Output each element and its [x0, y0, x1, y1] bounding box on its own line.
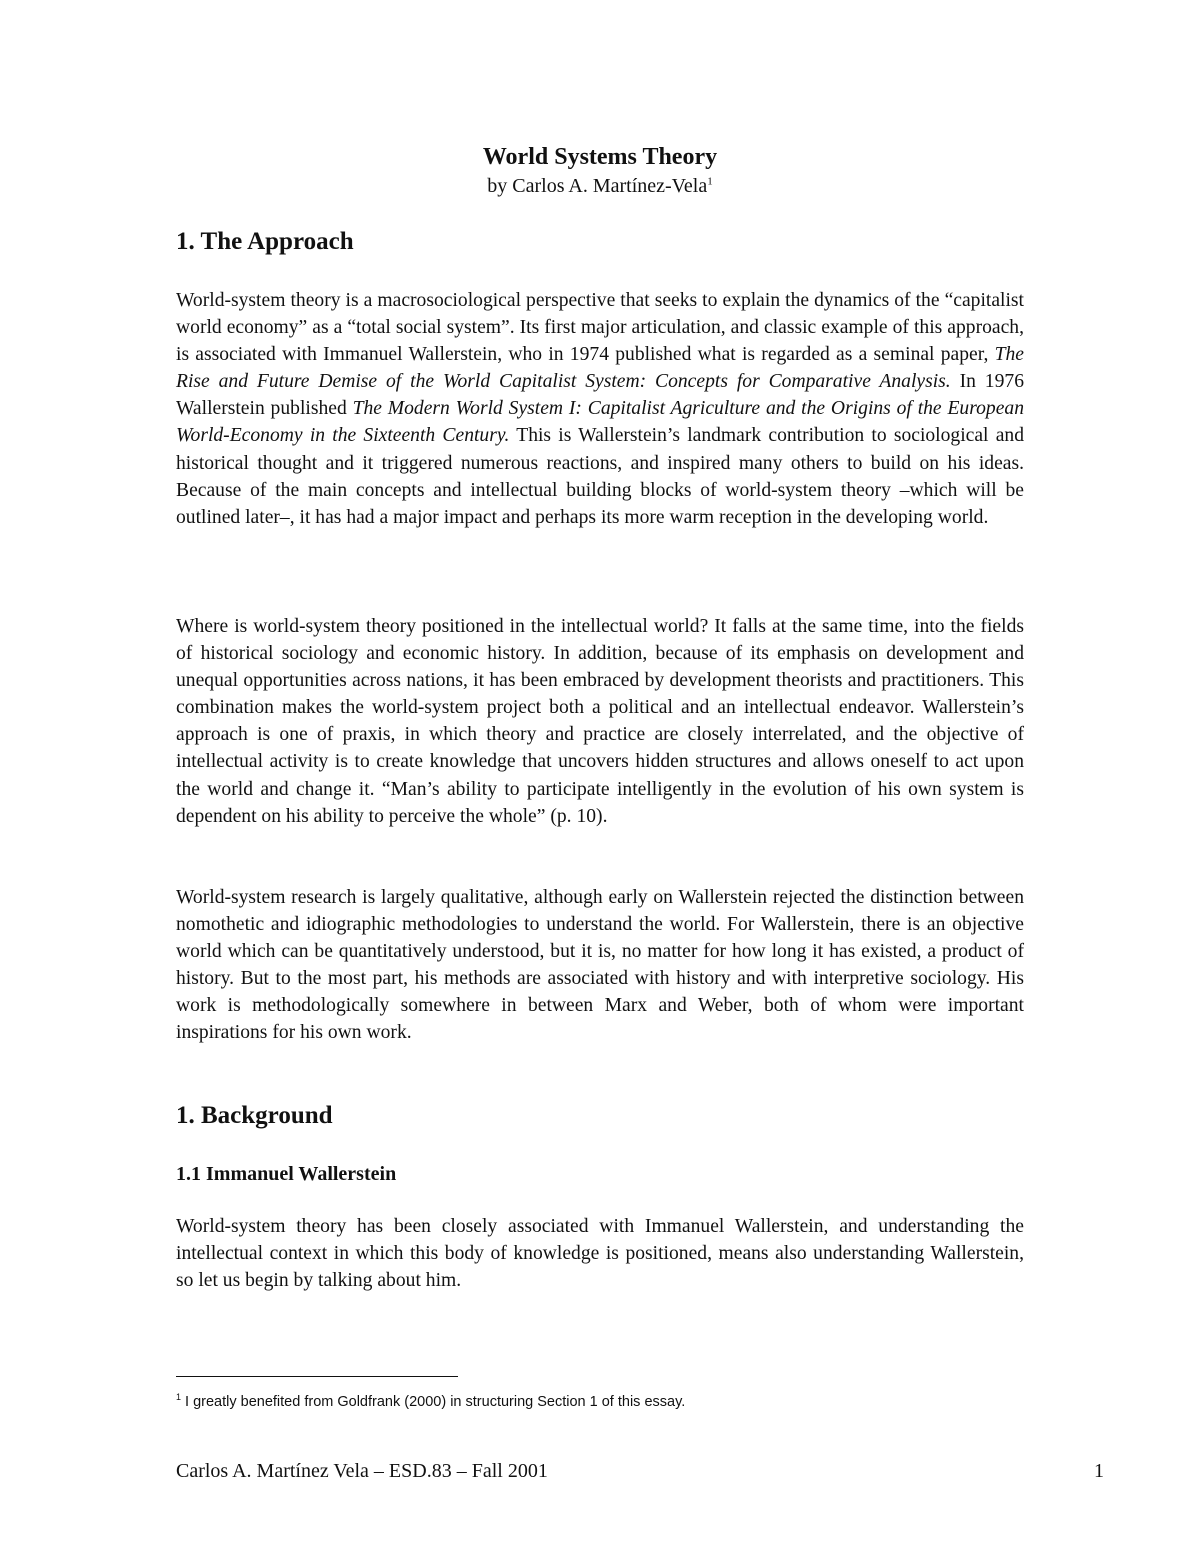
document-title: World Systems Theory — [482, 144, 718, 170]
paragraph-wallerstein-intro: World-system theory has been closely associated with Immanuel Wallerstein, and understanding the intellectual context in which this body of knowledge is positioned, means also understanding Wallerstein, so let us begin by talking about him. — [176, 1216, 1024, 1292]
book-title-rise-and-demise: The Rise and Future Demise of the World Capitalist System: Concepts for Comparative Analysis. — [176, 344, 1024, 393]
footnote — [176, 1392, 1026, 1412]
paragraph-positioning: Where is world-system theory positioned in the intellectual world? It falls at the same time, into the fields of historical sociology and economic history. In addition, because of its emphasis on development and unequal opportunities across nations, it has been embraced by development theorists and practitioners. This combination makes the world-system project both a political and an intellectual endeavor. Wallerstein’s approach is one of praxis, in which theory and practice are closely interrelated, and the objective of intellectual activity is to create knowledge that uncovers hidden structures and allows oneself to act upon the world and change it. “Man’s ability to participate intelligently in the evolution of his own system is dependent on his ability to perceive the whole” (p. 10). — [176, 616, 1024, 827]
paragraph-text: This is Wallerstein’s landmark contribution to sociological and historical thought and it triggered numerous reactions, and inspired many others to build on his ideas. Because of the main concepts and intellectual building blocks of world-system theory –which will be outlined later–, it has had a major impact and perhaps its more warm reception in the developing world. — [176, 425, 1024, 528]
footnote-separator — [176, 1376, 458, 1377]
section-heading-background: 1. Background — [176, 1102, 333, 1129]
paragraph-text: In 1976 Wallerstein published — [176, 371, 1024, 420]
paragraph-approach-intro — [176, 287, 1024, 531]
subsection-heading-wallerstein: 1.1 Immanuel Wallerstein — [176, 1163, 397, 1185]
author-name: by Carlos A. Martínez-Vela — [487, 175, 708, 197]
paragraph-methodology: World-system research is largely qualitative, although early on Wallerstein rejected the distinction between nomothetic and idiographic methodologies to understand the world. For Wallerstein, there is an objective world which can be quantitatively understood, but it is, no matter for how long it has existed, a product of history. But to the most part, his methods are associated with history and with interpretive sociology. His work is methodologically somewhere in between Marx and Weber, both of whom were important inspirations for his own work. — [176, 887, 1024, 1044]
page-footer-citation: Carlos A. Martínez Vela – ESD.83 – Fall 2001 — [176, 1460, 548, 1482]
author-footnote-marker: 1 — [707, 175, 713, 188]
footnote-marker: 1 — [176, 1392, 182, 1403]
book-title-modern-world-system: The Modern World System I: Capitalist Agriculture and the Origins of the European World-Economy in the Sixteenth Century. — [176, 398, 1024, 447]
document-author — [0, 173, 1200, 199]
footnote-text: I greatly benefited from Goldfrank (2000) in structuring Section 1 of this essay. — [181, 1394, 686, 1410]
section-heading-approach: 1. The Approach — [176, 228, 354, 255]
page-number: 1 — [1094, 1460, 1104, 1482]
paragraph-text: World-system theory is a macrosociological perspective that seeks to explain the dynamics of the “capitalist world economy” as a “total social system”. Its first major articulation, and classic example of this approach, is associated with Immanuel Wallerstein, who in 1974 published what is regarded as a seminal paper, — [176, 290, 1024, 366]
